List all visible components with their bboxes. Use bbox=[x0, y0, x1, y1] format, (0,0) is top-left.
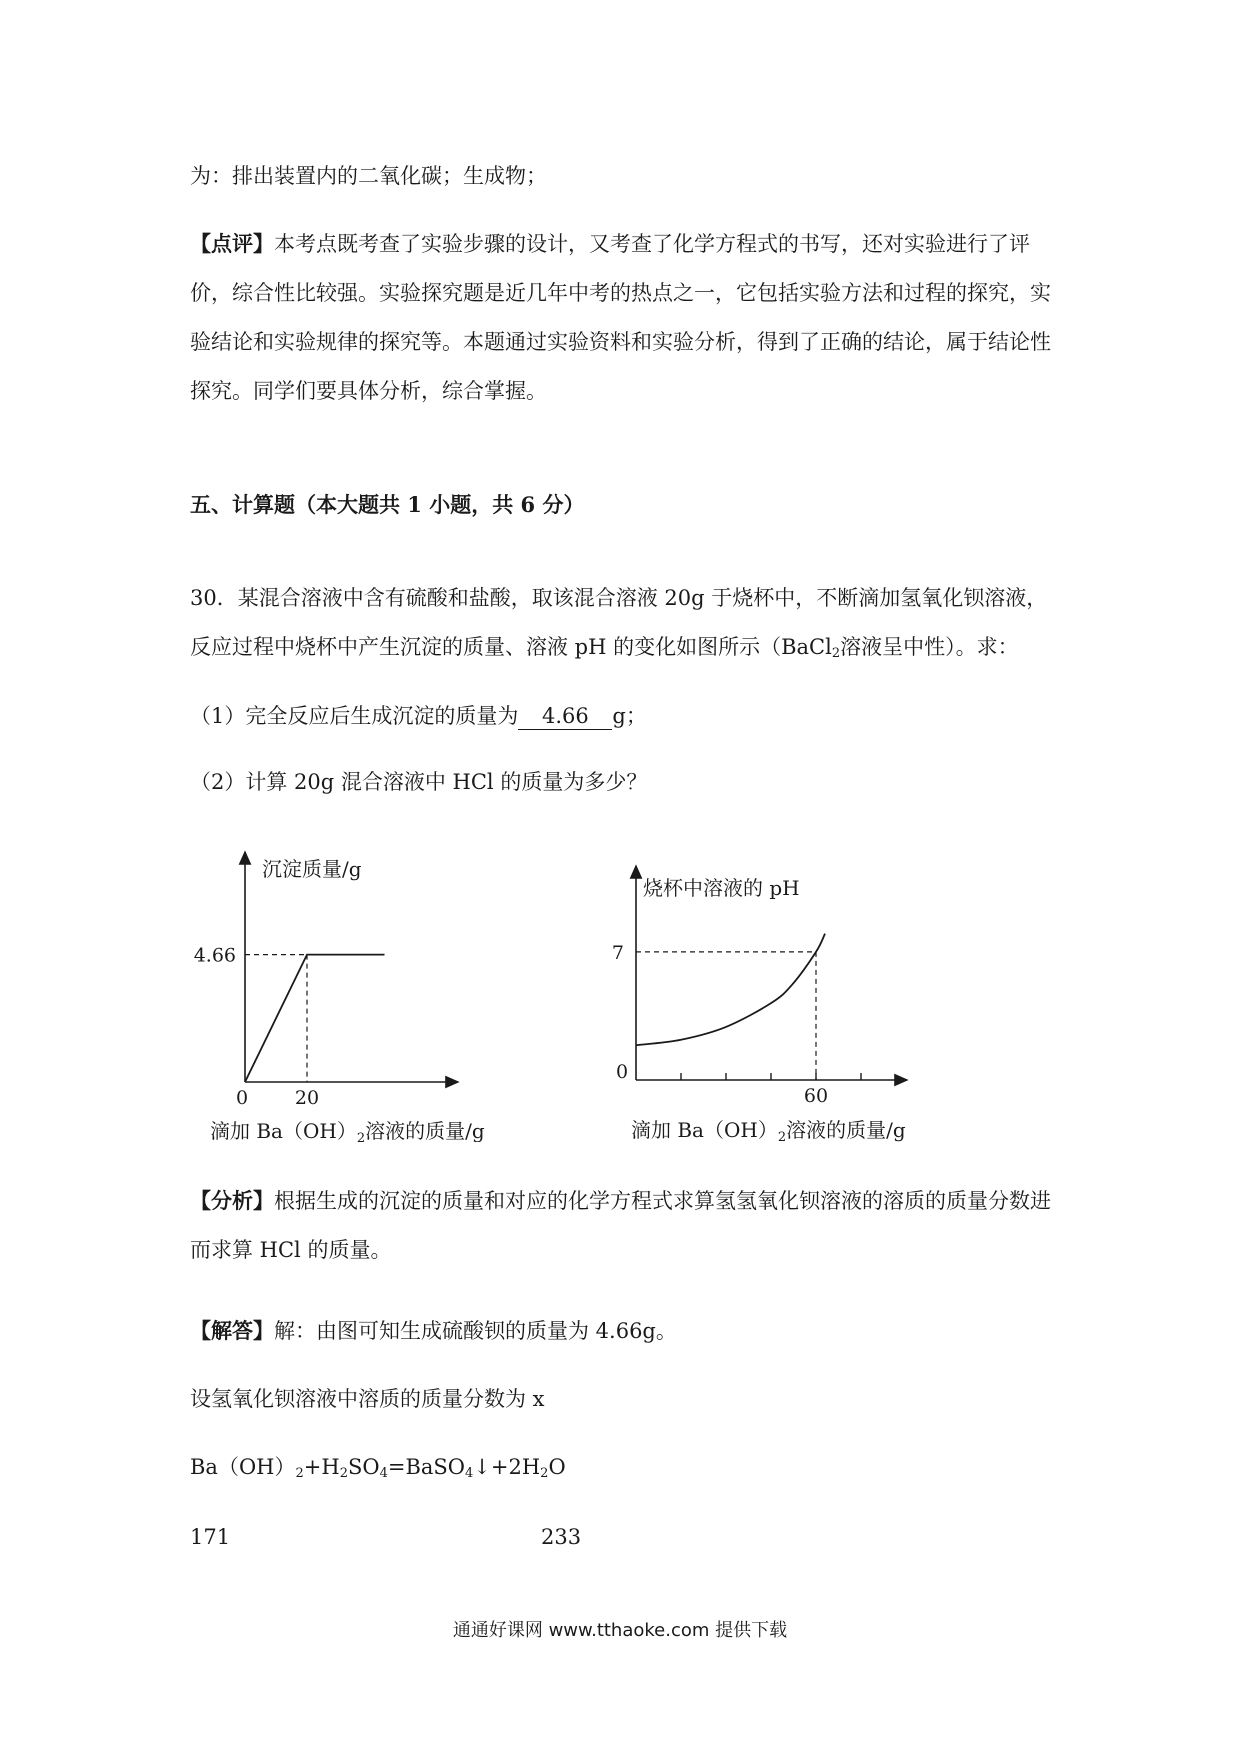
text-line-1: 为：排出装置内的二氧化碳；生成物； bbox=[190, 164, 547, 188]
q1-answer: 4.66 bbox=[518, 703, 612, 730]
q30-text-a: 30．某混合溶液中含有硫酸和盐酸，取该混合溶液 20g 于烧杯中，不断滴加氢氧化钡溶液，反应过程中烧杯中产生沉淀的质量、溶液 pH 的变化如图所示（BaCl bbox=[190, 586, 1048, 659]
answer-paragraph bbox=[190, 1306, 1060, 1356]
molar-mass-left: 171 bbox=[190, 1525, 231, 1549]
series-line bbox=[245, 955, 385, 1082]
analysis-paragraph bbox=[190, 1176, 1060, 1275]
q30-text-b: 溶液呈中性）。求： bbox=[840, 635, 1019, 659]
molar-mass-right: 233 bbox=[541, 1525, 582, 1549]
sub-question-2: （2）计算 20g 混合溶液中 HCl 的质量为多少？ bbox=[190, 770, 648, 794]
review-body: 本考点既考查了实验步骤的设计，又考查了化学方程式的书写，还对实验进行了评价，综合性比较强。实验探究题是近几年中考的热点之一，它包括实验方法和过程的探究，实验结论和实验规律的探究等。本题通过实验资料和实验分析，得到了正确的结论，属于结论性探究。同学们要具体分析，综合掌握。 bbox=[190, 232, 1051, 403]
x-tick-label: 20 bbox=[294, 1087, 320, 1109]
answer-tag: 【解答】 bbox=[190, 1318, 274, 1343]
x-axis-label: 滴加 $Ba(OH)_2$溶液的质量/g bbox=[210, 1119, 485, 1142]
ph-chart bbox=[605, 858, 945, 1168]
analysis-tag: 【分析】 bbox=[190, 1188, 274, 1213]
q30-subscript: 2 bbox=[831, 646, 841, 661]
ph-curve bbox=[636, 934, 825, 1046]
y-axis-label: 烧杯中溶液的 pH bbox=[643, 876, 800, 900]
x-tick-label: 0 bbox=[235, 1087, 249, 1109]
section-title: 五、计算题（本大题共 1 小题，共 6 分） bbox=[190, 492, 585, 517]
precipitate-chart bbox=[188, 842, 518, 1142]
y-tick-label: 7 bbox=[611, 941, 624, 964]
sub-question-1 bbox=[190, 692, 1060, 741]
q1-suffix: g； bbox=[612, 704, 647, 728]
x-tick-label: 60 bbox=[803, 1085, 829, 1107]
y-axis-label: 沉淀质量/g bbox=[262, 857, 362, 881]
x-axis-label: 滴加 $Ba(OH)_2$溶液的质量/g bbox=[631, 1118, 906, 1145]
origin-label: 0 bbox=[615, 1061, 629, 1083]
let-x-line: 设氢氧化钡溶液中溶质的质量分数为 x bbox=[190, 1387, 545, 1411]
review-tag: 【点评】 bbox=[190, 231, 274, 256]
chemical-equation: $Ba(OH)_2+H_2SO_4=BaSO_4↓+2H_2O$ bbox=[190, 1455, 566, 1481]
answer-body: 解：由图可知生成硫酸钡的质量为 4.66g。 bbox=[274, 1319, 677, 1343]
question-30 bbox=[190, 574, 1060, 678]
review-paragraph bbox=[190, 219, 1060, 416]
q1-prefix: （1）完全反应后生成沉淀的质量为 bbox=[190, 704, 519, 728]
footer-credit: 通通好课网 www.tthaoke.com 提供下载 bbox=[452, 1620, 788, 1641]
y-tick-label: 4.66 bbox=[193, 944, 236, 967]
analysis-body: 根据生成的沉淀的质量和对应的化学方程式求算氢氢氧化钡溶液的溶质的质量分数进而求算 HCl 的质量。 bbox=[190, 1189, 1051, 1262]
